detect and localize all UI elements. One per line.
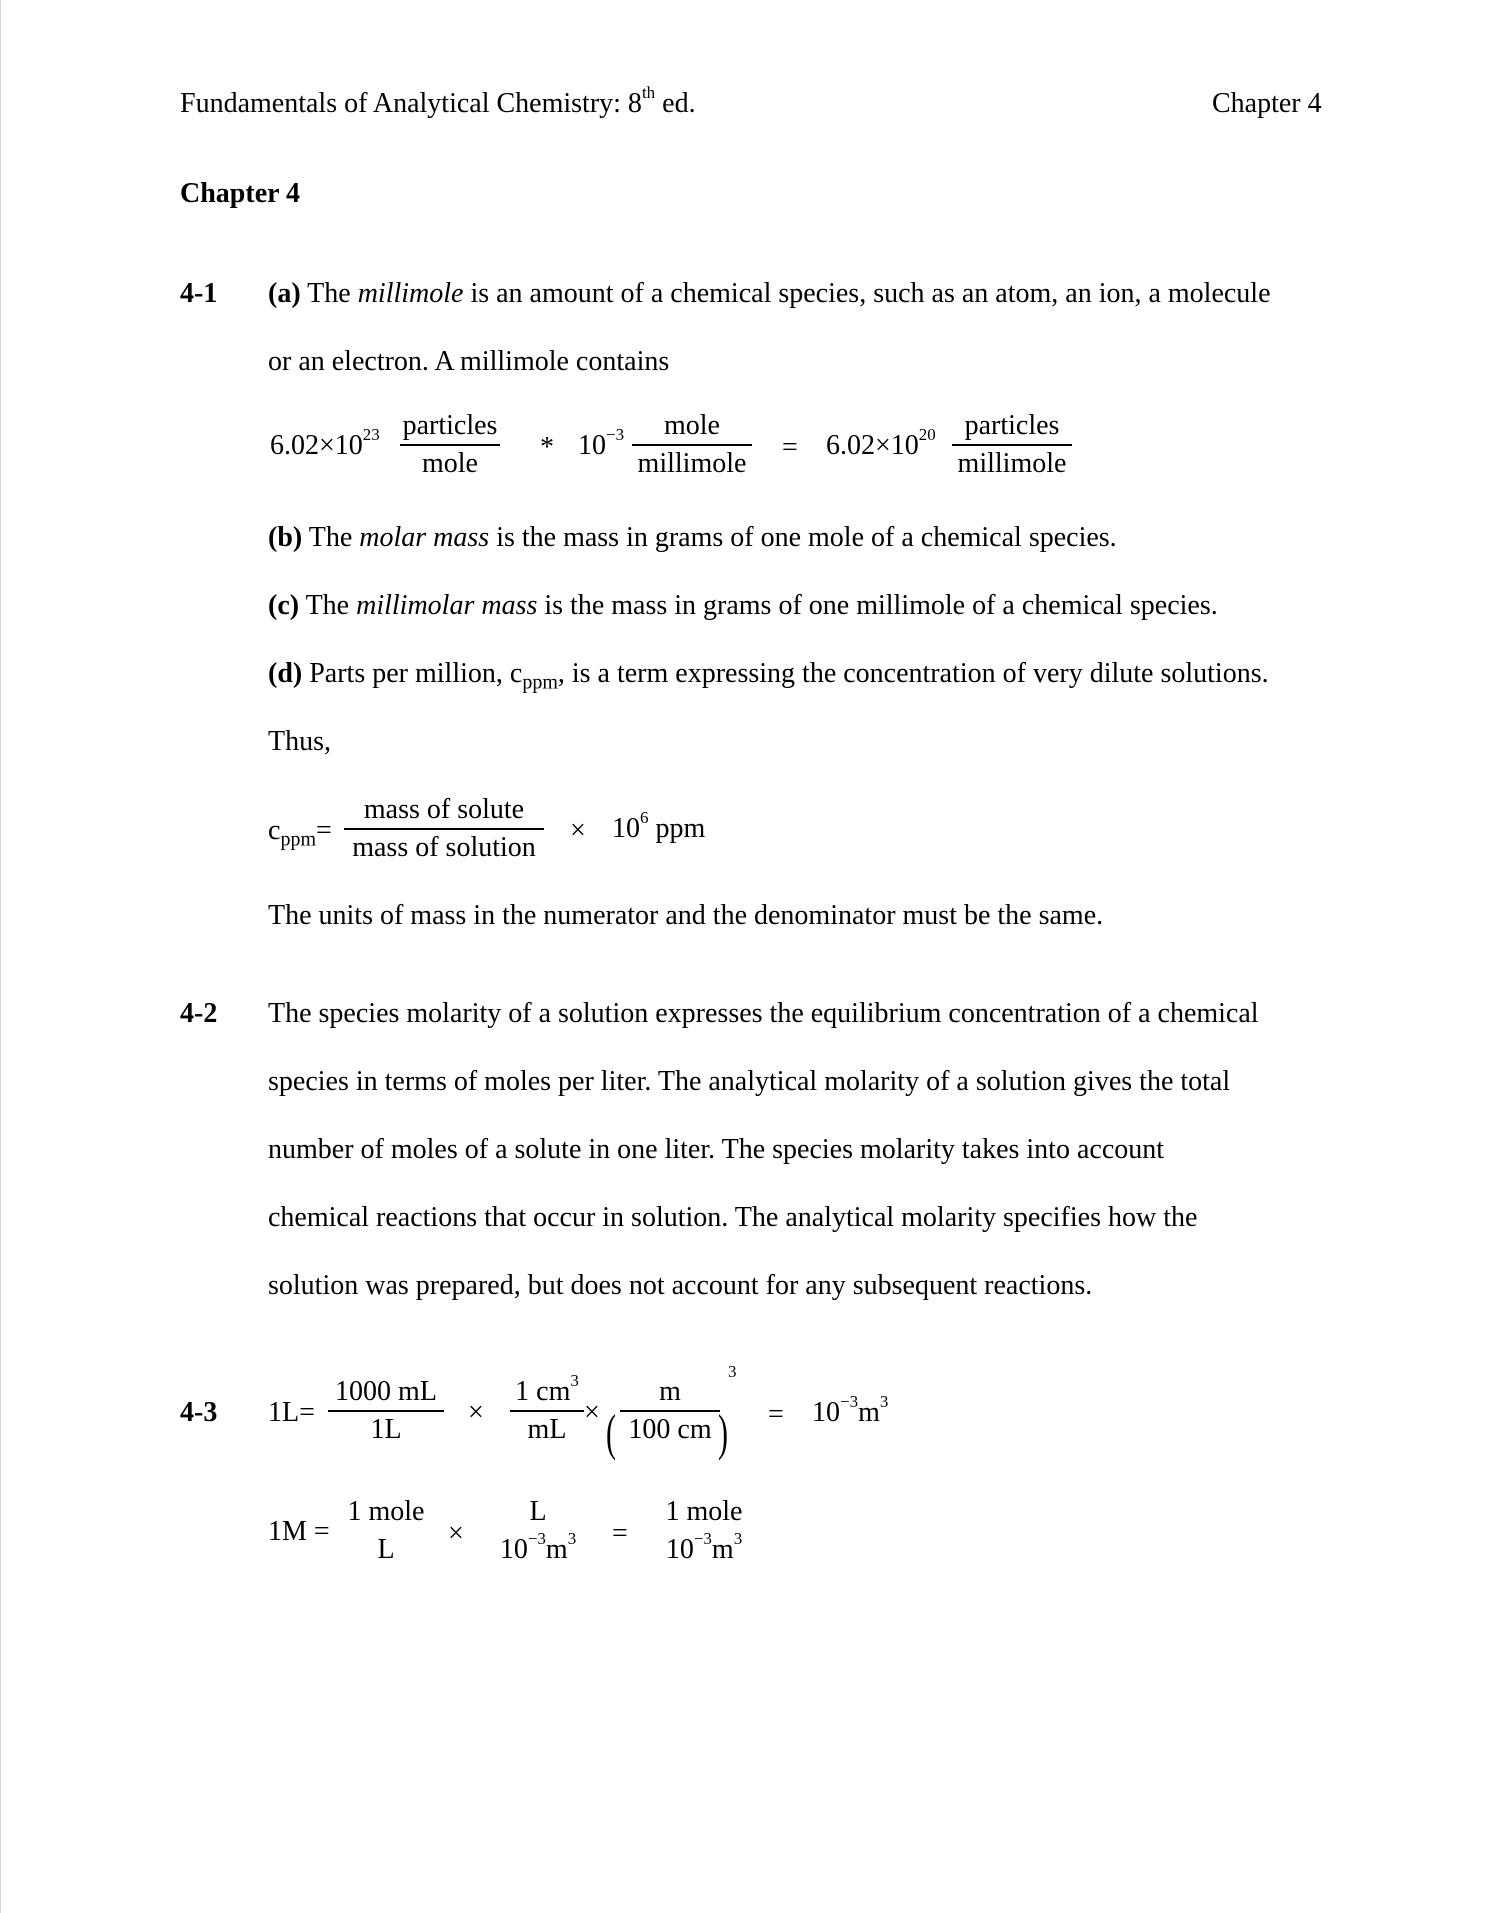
book-title: Fundamentals of Analytical Chemistry: 8 bbox=[180, 88, 642, 119]
equals-sign: = bbox=[768, 1399, 784, 1430]
paragraph-4-2-line: chemical reactions that occur in solution. The analytical molarity specifies how the bbox=[268, 1202, 1198, 1233]
lhs-1l: 1L= bbox=[268, 1397, 315, 1428]
chapter-heading: Chapter 4 bbox=[180, 178, 301, 209]
outer-exponent: 3 bbox=[728, 1362, 737, 1381]
term-millimole: millimole bbox=[357, 278, 464, 309]
fraction-liter-per-m3: L $10^{-3}m^3$ bbox=[499, 1496, 577, 1565]
times-operator: × bbox=[584, 1397, 600, 1428]
problem-number-4-2: 4-2 bbox=[180, 998, 218, 1029]
paragraph-4-1-a bbox=[268, 278, 1271, 310]
text: , is a term expressing the concentration of very dilute solutions. bbox=[557, 658, 1269, 689]
term-molar-mass: molar mass bbox=[359, 522, 490, 553]
result-cubic-meters: $10^{-3}m^3$ bbox=[812, 1391, 889, 1428]
paragraph-4-2-line: species in terms of moles per liter. The analytical molarity of a solution gives the total bbox=[268, 1066, 1231, 1097]
subscript-ppm: ppm bbox=[522, 671, 558, 694]
paragraph-4-2-line: number of moles of a solute in one liter. The species molarity takes into account bbox=[268, 1134, 1165, 1165]
fraction-m-per-100cm: $\frac{m}{100 cm}$ bbox=[620, 1376, 720, 1446]
fraction-1000ml-per-1l: $\frac{1000 mL}{1L}$ bbox=[328, 1376, 444, 1446]
paragraph-4-1-closing: The units of mass in the numerator and the denominator must be the same. bbox=[268, 900, 1104, 931]
paragraph-4-2-line: solution was prepared, but does not account for any subsequent reactions. bbox=[268, 1270, 1093, 1301]
paragraph-4-1-a-line2: or an electron. A millimole contains bbox=[268, 346, 670, 377]
text: The bbox=[302, 522, 360, 553]
fraction-cm3-per-ml: $\frac{1 cm^3}{mL}$ bbox=[510, 1376, 584, 1446]
lhs-1m: 1M = bbox=[268, 1516, 330, 1547]
equals-sign: = bbox=[612, 1518, 628, 1549]
fraction-particles-per-mole: particles mole bbox=[400, 410, 500, 480]
multiply-operator: * bbox=[540, 432, 554, 463]
fraction-mass-solute-per-solution: mass of solute mass of solution bbox=[344, 794, 544, 864]
text: is the mass in grams of one millimole of a chemical species. bbox=[537, 590, 1218, 621]
paragraph-4-1-d bbox=[268, 658, 1269, 694]
times-operator: × bbox=[570, 815, 586, 846]
factor-million-ppm: $10^6$ ppm bbox=[612, 807, 706, 844]
part-label-b: (b) bbox=[268, 522, 303, 553]
term-millimolar-mass: millimolar mass bbox=[356, 590, 538, 621]
open-parenthesis: ( bbox=[606, 1405, 616, 1462]
fraction-mole-per-millimole: mole millimole bbox=[632, 410, 752, 480]
times-operator: × bbox=[468, 1397, 484, 1428]
part-label-a: (a) bbox=[268, 278, 301, 309]
text: is the mass in grams of one mole of a chemical species. bbox=[489, 522, 1117, 553]
paragraph-4-1-c bbox=[268, 590, 1218, 622]
part-label-d: (d) bbox=[268, 658, 303, 689]
text: The bbox=[299, 590, 357, 621]
equals-sign: = bbox=[782, 432, 798, 463]
times-operator: × bbox=[448, 1518, 464, 1549]
running-header-title bbox=[180, 82, 696, 120]
text: The bbox=[300, 278, 358, 309]
fraction-mole-per-m3: 1 mole $10^{-3}m^3$ bbox=[665, 1496, 743, 1565]
text: Parts per million, c bbox=[302, 658, 523, 689]
fraction-particles-per-millimole: particles millimole bbox=[952, 410, 1072, 480]
paragraph-4-1-d-line2: Thus, bbox=[268, 726, 331, 757]
coefficient: $6.02\times 10^{20}$ bbox=[826, 424, 936, 461]
page-edge bbox=[0, 0, 1, 1913]
lhs-cppm: $c_{ppm}=$ bbox=[268, 815, 332, 851]
text: is an amount of a chemical species, such as an atom, an ion, a molecule bbox=[463, 278, 1271, 309]
coefficient: $10^{-3}$ bbox=[578, 424, 625, 461]
problem-number-4-1: 4-1 bbox=[180, 278, 218, 309]
part-label-c: (c) bbox=[268, 590, 300, 621]
problem-number-4-3: 4-3 bbox=[180, 1397, 218, 1428]
fraction-mole-per-liter: 1 mole L bbox=[347, 1496, 425, 1565]
coefficient: $6.02\times 10^{23}$ bbox=[270, 424, 380, 461]
paragraph-4-2-line: The species molarity of a solution expresses the equilibrium concentration of a chemical bbox=[268, 998, 1259, 1029]
edition-suffix: ed. bbox=[655, 88, 696, 119]
running-header-chapter: Chapter 4 bbox=[1212, 88, 1322, 119]
paragraph-4-1-b bbox=[268, 522, 1117, 554]
close-parenthesis: ) bbox=[718, 1405, 728, 1462]
edition-superscript: th bbox=[641, 82, 656, 102]
